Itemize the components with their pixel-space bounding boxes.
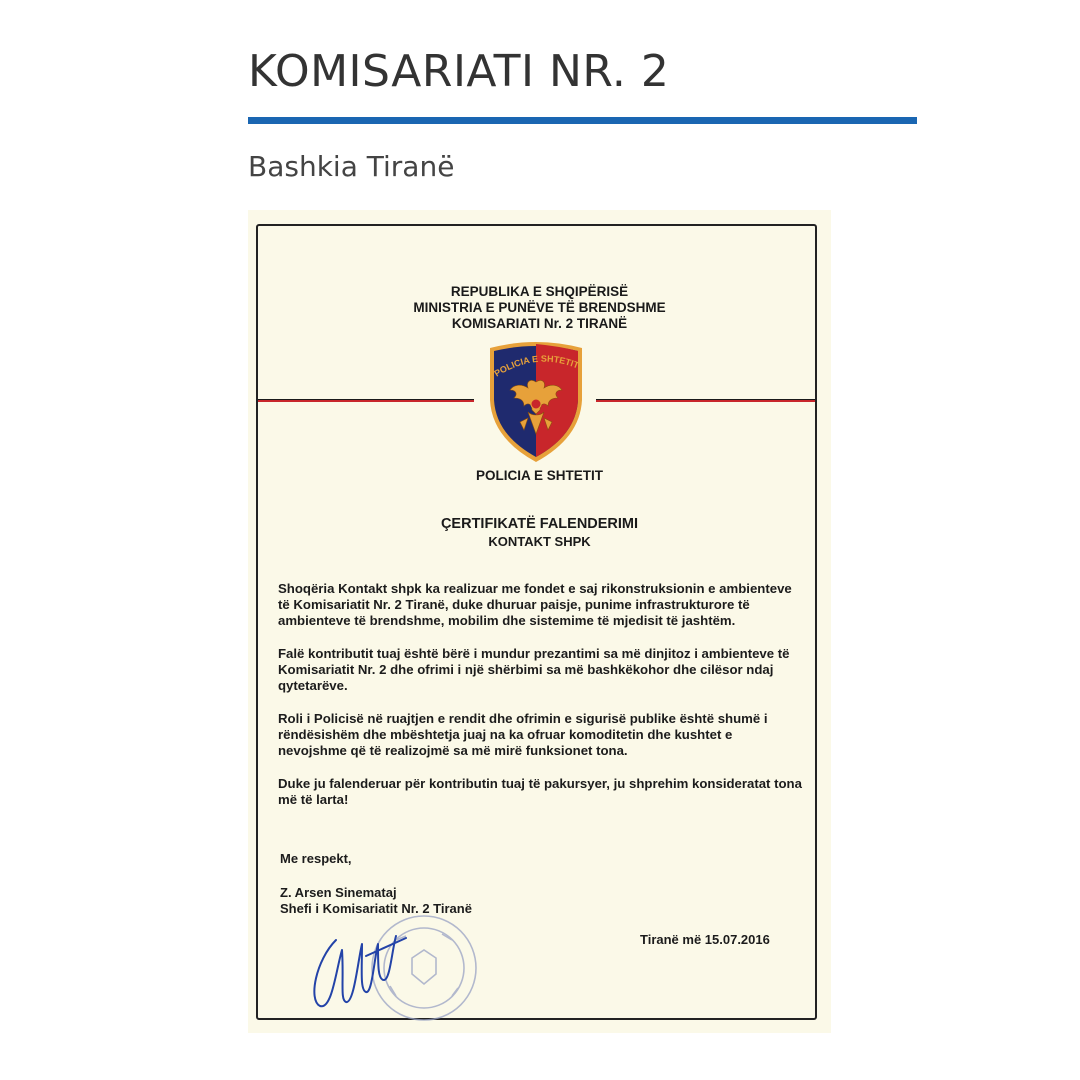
closing-salutation: Me respekt, bbox=[280, 851, 352, 866]
header-rule-left bbox=[258, 399, 474, 402]
certificate-heading: ÇERTIFIKATË FALENDERIMI bbox=[440, 516, 639, 532]
page-title: KOMISARIATI NR. 2 bbox=[248, 46, 670, 97]
body-paragraph: Duke ju falenderuar për kontributin tuaj të pakursyer, ju shprehim konsideratat tona më të larta! bbox=[278, 776, 802, 807]
emblem-caption: POLICIA E SHTETIT bbox=[475, 468, 603, 483]
header-line-commissariat: KOMISARIATI Nr. 2 TIRANË bbox=[451, 316, 628, 331]
signer-title: Shefi i Komisariatit Nr. 2 Tiranë bbox=[280, 901, 472, 916]
header-line-republic: REPUBLIKA E SHQIPËRISË bbox=[450, 284, 629, 299]
certificate-body bbox=[278, 581, 802, 825]
police-shield-icon bbox=[484, 338, 588, 464]
place-and-date: Tiranë më 15.07.2016 bbox=[640, 932, 770, 947]
body-paragraph: Falë kontributit tuaj është bërë i mundur prezantimi sa më dinjitoz i ambienteve të Komisariatit Nr. 2 dhe ofrimi i një shërbimi sa më bashkëkohor dhe cilësor ndaj qytetarëve. bbox=[278, 646, 790, 693]
shield-lettering: POLICIA E SHTETIT bbox=[492, 353, 581, 379]
page-subtitle: Bashkia Tiranë bbox=[248, 150, 455, 183]
signer-name: Z. Arsen Sinemataj bbox=[280, 885, 397, 900]
certificate-title bbox=[248, 516, 831, 550]
body-paragraph: Shoqëria Kontakt shpk ka realizuar me fondet e saj rikonstruksionin e ambienteve të Komisariatit Nr. 2 Tiranë, duke dhuruar paisje, punime infrastrukturore të ambienteve të brendshme, mobilim dhe sistemime të mjedisit të jashtëm. bbox=[278, 581, 792, 628]
certificate-image bbox=[248, 210, 831, 1033]
handwritten-signature-icon bbox=[306, 920, 416, 1010]
certificate-header bbox=[248, 284, 831, 332]
certificate-recipient: KONTAKT SHPK bbox=[488, 534, 591, 549]
header-line-ministry: MINISTRIA E PUNËVE TË BRENDSHME bbox=[413, 300, 666, 315]
header-rule-right bbox=[596, 399, 815, 402]
body-paragraph: Roli i Policisë në ruajtjen e rendit dhe ofrimin e sigurisë publike është shumë i rëndësishëm dhe mbështetja juaj na ka ofruar komoditetin dhe kushtet e nevojshme që të realizojmë sa më mirë funksionet tona. bbox=[278, 711, 768, 758]
title-underline bbox=[248, 117, 917, 124]
